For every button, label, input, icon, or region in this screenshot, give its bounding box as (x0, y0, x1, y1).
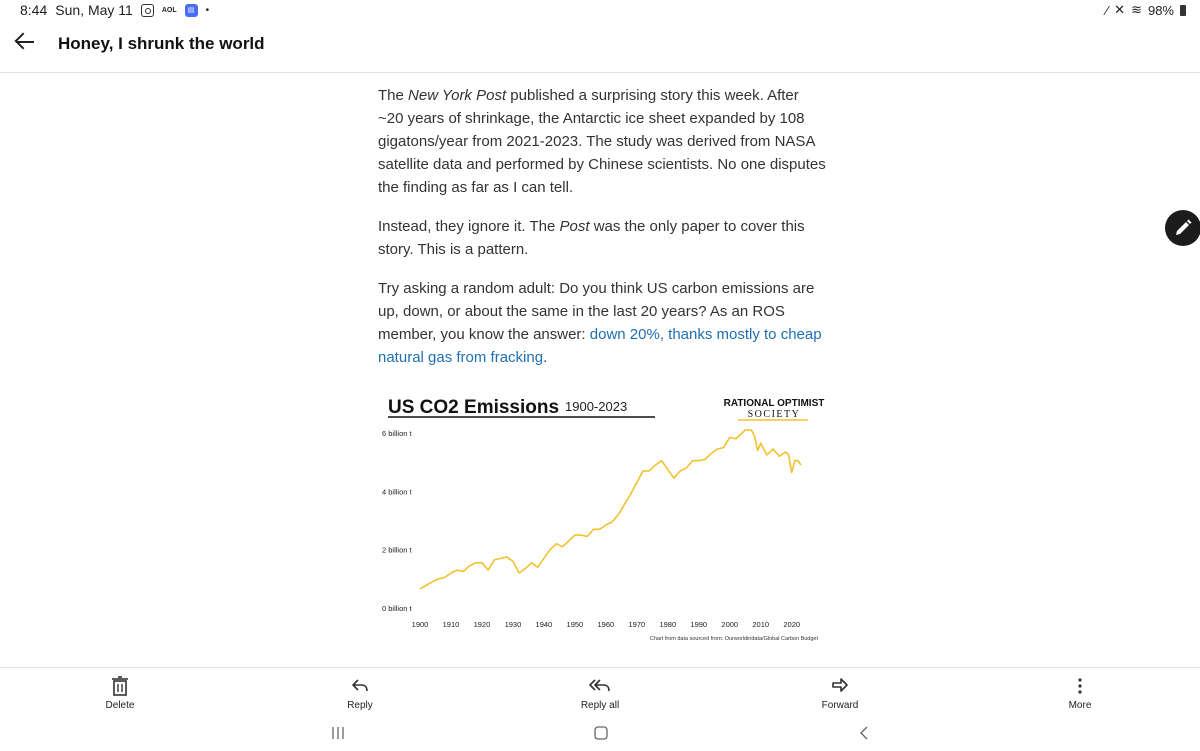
x-tick-label: 2000 (721, 620, 739, 629)
more-label: More (1068, 700, 1092, 711)
email-action-bar (0, 667, 1200, 716)
compose-button[interactable] (1165, 210, 1200, 246)
y-tick-label: 0 billion t (382, 604, 412, 613)
delete-label: Delete (105, 700, 135, 711)
paragraph-2: Instead, they ignore it. The Post was the only paper to cover this story. This is a pattern. (378, 218, 805, 258)
more-notifications-dot-icon: • (205, 4, 210, 16)
x-tick-label: 1960 (597, 620, 615, 629)
more-vertical-icon (1071, 676, 1089, 696)
email-subject-title: Honey, I shrunk the world (58, 34, 265, 53)
x-tick-label: 1930 (504, 620, 522, 629)
battery-icon (1180, 5, 1186, 16)
chart-subtitle: 1900-2023 (565, 399, 628, 414)
x-tick-label: 1950 (566, 620, 584, 629)
y-tick-label: 6 billion t (382, 429, 412, 438)
status-right (1106, 2, 1186, 18)
reply-button[interactable] (300, 676, 420, 711)
status-bar (0, 0, 1200, 22)
status-time: 8:44 (20, 2, 48, 18)
reply-all-icon (589, 676, 611, 696)
delete-button[interactable] (60, 676, 180, 711)
aol-icon: AOL (161, 6, 177, 14)
y-tick-label: 4 billion t (382, 487, 412, 497)
publication-name: New York Post (408, 87, 507, 104)
x-tick-label: 2010 (752, 620, 770, 629)
emissions-chart (378, 390, 826, 650)
app-notification-icon: ▤ (185, 4, 198, 17)
app-bar (0, 22, 1200, 73)
reply-all-label: Reply all (580, 700, 620, 711)
forward-button[interactable] (780, 676, 900, 711)
reply-label: Reply (347, 700, 373, 711)
x-tick-label: 1940 (535, 620, 553, 629)
trash-icon (111, 676, 129, 696)
more-button[interactable] (1020, 676, 1140, 711)
reply-all-button[interactable] (540, 676, 660, 711)
system-nav-bar (0, 718, 1200, 751)
arrow-left-icon[interactable] (14, 30, 38, 54)
article-link[interactable]: down 20%, thanks mostly to cheap natural gas from fracking (378, 326, 822, 366)
publication-name-short: Post (559, 218, 590, 235)
home-icon[interactable] (593, 726, 609, 740)
x-tick-label: 1970 (628, 620, 646, 629)
email-body (378, 84, 826, 385)
x-tick-label: 1980 (659, 620, 677, 629)
x-tick-label: 2020 (783, 620, 801, 629)
wifi-icon: ≋ (1131, 2, 1142, 17)
pencil-icon (1174, 219, 1192, 237)
forward-label: Forward (821, 700, 859, 711)
forward-icon (831, 676, 849, 696)
x-tick-label: 1920 (473, 620, 491, 629)
recent-apps-icon[interactable] (330, 726, 346, 740)
brand-line-2: SOCIETY (747, 409, 801, 420)
system-back-icon[interactable] (858, 726, 870, 740)
chart-svg (378, 390, 826, 650)
brand-line-1: RATIONAL OPTIMIST (723, 398, 825, 409)
x-tick-label: 1910 (442, 620, 460, 629)
x-tick-label: 1990 (690, 620, 708, 629)
paragraph-3: Try asking a random adult: Do you think US carbon emissions are up, down, or about the same in the last 20 years? As an ROS member, you know the answer: down 20%, thanks mostly to cheap natural gas from fracking. (378, 280, 822, 366)
paragraph-1: The New York Post published a surprising story this week. After ~20 years of shrinkage, the Antarctic ice sheet expanded by 108 gigatons/year from 2021-2023. The study was derived from NASA satellite data and performed by Chinese scientists. No one disputes the finding as far as I can tell. (378, 87, 826, 196)
chart-title: US CO2 Emissions (388, 397, 560, 418)
status-left (20, 2, 209, 18)
status-date: Sun, May 11 (55, 2, 133, 18)
reply-icon (351, 676, 369, 696)
co2-series-line (420, 430, 801, 589)
x-tick-label: 1900 (411, 620, 429, 629)
battery-percent: 98% (1147, 2, 1174, 18)
blocked-icon: ⁄ (1105, 2, 1109, 18)
chart-source: Chart from data sourced from: Ourworldindata/Global Carbon Budget (649, 636, 818, 642)
y-tick-label: 2 billion t (382, 545, 412, 555)
instagram-icon (141, 4, 154, 17)
mute-icon: ✕ (1114, 2, 1126, 17)
